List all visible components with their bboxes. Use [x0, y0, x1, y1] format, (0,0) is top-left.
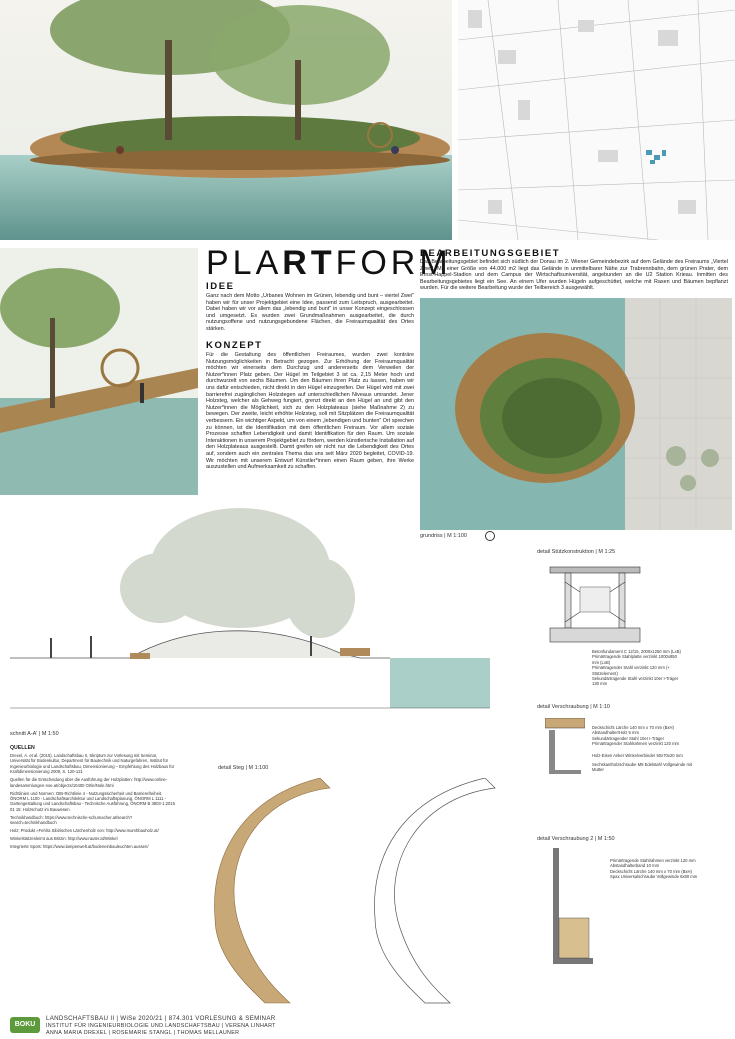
site-map-image — [458, 0, 735, 240]
verschraubung2-label: detail Verschraubung 2 | M 1:50 — [537, 836, 615, 842]
page-title — [206, 244, 452, 283]
source-item-5: Holz; Produkt »Fehlra Sibirisches Lärchenholz von: http://www.mumhbauholz.at/ — [10, 828, 159, 834]
verschraubung-note-5: Holz-Eisen Anker Winkelverbinder 50x70x20 mm — [592, 752, 683, 758]
stuetz-notes — [592, 649, 682, 687]
source-item-7: Integrierte Spots: https://www.lampenwelt.at/bodeneinbauleuchten.aussen/ — [10, 844, 149, 850]
verschraubung-note-4: Primärtragender Stahlrahmen verzinkt 120 mm — [592, 741, 680, 747]
footer-lecturers: ANNA MARIA DREXEL | ROSEMARIE STANGL | THOMAS MELLAUNER — [46, 1030, 240, 1036]
stuetz-note-4: Sekundärtragende Stahl verzinkt 10er I-Träger 130 mm — [592, 676, 679, 687]
platform-render-image — [0, 248, 198, 495]
title-part-2: RT — [282, 244, 336, 282]
title-part-3: FORM — [335, 244, 452, 282]
stuetz-note-1: Betonfundament C 12/15, 2000x1250 mm (LxB) — [592, 649, 681, 654]
schnitt-section-image — [10, 508, 520, 726]
verschraubung2-note-3: Deckschicht Lärche 140 mm x 70 mm (BxH) — [610, 868, 692, 874]
konzept-text: Für die Gestaltung des öffentlichen Freiraumes, wurden zwei konträre Nutzungsmöglichkeiten in Betracht gezogen. Zur Erhöhung der Freiraumqualität möchten wir einerseits dem Durchzug und andererseits dem Verweilen der Nutzer*innen Platz geben. Der Hügel im Teilgebiet 3 ist ca. 2,15 Meter hoch und durchwurzelt von sechs Bäumen. Um den Bäumen ihren Platz zu lassen, haben wir uns dafür entschieden, nicht direkt in den Hügel einzugreifen. Der Hügel wird mit zwei barrierefrei zugänglichen Holzstegen auf unterschiedlichen Niveaus umrandet. Jener Holzsteg, welcher als Gehweg fungiert, grenzt direkt an den Hügel an und gibt den Nutzer*innen die Möglichkeit, sich zu den Holzplateaus (siehe Maßnahme 2) zu bewegen. Der zweite, leicht erhöhte Holzsteg, soll mit Sitzplätzen die Freiraumqualität verbessern. Ein wichtiger Aspekt, um von einem „lebendigen und bunten" Ort sprechen zu können, ist die Identifikation mit dem öffentlichen Freiraum. Vor allem soziale Prozesse schaffen Lebendigkeit und damit Identifikation für den Raum. Um soziale Interaktionen in unserem Projektgebiet zu fördern, werden künstlerische Installation auf den Holzplateaus ausgestellt. Damit greifen wir nicht nur die Lebendigkeit des Ortes auf, sondern auch ein zentrales Thema das uns seit März 2020 begleitet, COVID-19. Wir möchten mit unserem Entwurf Künstler*innen einen Raum geben, ihre Werke auszustellen und Aufmerksamkeit zu schaffen. — [206, 352, 414, 471]
boku-logo-text: BOKU — [14, 1021, 36, 1028]
verschraubung2-note-4: Spax Universalschraube Vollgewinde 6x80 mm — [610, 874, 698, 880]
grundriss-plan-image — [420, 298, 732, 530]
verschraubung2-drawing — [548, 848, 598, 968]
boku-logo — [10, 1017, 40, 1033]
verschraubung-note-1: Deckschicht Lärche 140 mm x 70 mm (BxH) — [592, 725, 674, 730]
stuetz-note-2: Primärtragende Stahlplatte verzinkt 1000x850 mm (LxB) — [592, 654, 677, 665]
steg-outline-drawing — [365, 778, 515, 1006]
verschraubung-note-6: Sechskantholzschraube M8 Edelstahl Vollgewinde mit Mutter — [592, 762, 693, 773]
stuetz-drawing — [545, 562, 645, 647]
konzept-heading: KONZEPT — [206, 340, 263, 351]
bearbeitungsgebiet-heading: BEARBEITUNGSGEBIET — [420, 248, 561, 259]
source-item-1: Drexel, A. et al. (2015). Landschaftsbau II, Skriptum zur Vorlesung mit Seminar, Universität für Bodenkultur, Department für Bautechnik und Naturgefahren, Institut für Ingenieurbiologie und Landschaftsbau, Dimensionierung – Empfehlung des Holzbaus für Kraftdimensionierung 2009, S. 120-121 — [10, 753, 175, 775]
idee-text: Ganz nach dem Motto „Urbanes Wohnen im Grünen, lebendig und bunt – viertel Zwei" haben wir für unser Projektgebiet eine Idee, passend zum Leitspruch, ausgearbeitet. Dabei haben wir vor allem das „lebendig und bunt" in unser Konzept eingeschlossen und umgesetzt. Es wurden zwei Grundmaßnahmen ausgearbeitet, die durch nutzungsoffene und nutzungsgebundene Flächen, die Freiraumqualität des Ortes stärken. — [206, 293, 414, 332]
verschraubung-drawing — [545, 718, 585, 793]
source-item-6: Winkelstützenleimt aus Britzin: http://www.rauter.at/Winkel — [10, 836, 118, 842]
stuetz-note-3: Primärtragender Stahl verzinkt 120 mm (+ Stützelement) — [592, 665, 670, 676]
verschraubung-label: detail Verschraubung | M 1:10 — [537, 704, 610, 710]
hero-render-image — [0, 0, 452, 240]
steg-colored-drawing — [210, 778, 350, 1006]
verschraubung-note-2: Abstandhalter/Holz 5 mm — [592, 730, 640, 736]
stuetz-label: detail Stützkonstruktion | M 1:25 — [537, 549, 616, 555]
verschraubung-notes — [592, 725, 702, 773]
verschraubung2-notes — [610, 858, 705, 880]
footer-institute: INSTITUT FÜR INGENIEURBIOLOGIE UND LANDSCHAFTSBAU | VERENA LINHART — [46, 1023, 276, 1029]
grundriss-label: grundriss | M 1:100 — [420, 533, 467, 539]
footer-course: LANDSCHAFTSBAU II | WiSe 2020/21 | 874.301 VORLESUNG & SEMINAR — [46, 1015, 276, 1022]
steg-label: detail Steg | M 1:100 — [218, 765, 269, 771]
source-item-2: Quellen für die Entscheidung über die Ausführung der Holzplatten: http://www.online-landesammlungen-noe.at/objects/10400 Ortle/Nole.html — [10, 777, 168, 788]
source-item-3: Richtlinien und Normen: OIB-Richtlinie 4 - Nutzungssicherheit und Barrierefreiheit, ÖNORM L 1100 - Landschaftsarchitektur und Landschaftsplanung, ÖNORM L 1111 - Gartengestaltung und Landschaftsbau - Technische Ausführung, ÖNORM B 3803-1:2015 01 15: Holzschutz im Bauwesen — [10, 790, 175, 812]
bearbeitungsgebiet-text: Das Bearbeitungsgebiet befindet sich südlich der Donau im 2. Wiener Gemeindebezirk auf dem Gelände des Freiraums „Viertel Zwei". Mit einer Größe von 44.000 m2 liegt das Gelände in unmittelbarer Nähe zur Trabrennbahn, dem grünen Prater, dem Ernst-Happel-Stadion und dem Campus der Wirtschaftsuniversität, angebunden an die U2 Station Krieau. Inmitten des Bearbeitungsgebietes liegt ein See. An einem Ufer wurden Hügeln aufgeschüttet, welche mit Rasen und Bäumen bepflanzt wurden. Für die weitere Bearbeitung wurde der Teilbereich 3 ausgewählt. — [420, 259, 728, 292]
verschraubung2-note-1: Primärtragende Stahlrahmen verzinkt 120 mm — [610, 858, 696, 863]
verschraubung2-note-2: Abstandhalterband 10 mm — [610, 863, 660, 869]
verschraubung-note-3: Sekundärtragender Stahl 10er I-Träger — [592, 735, 665, 741]
idee-heading: IDEE — [206, 281, 235, 292]
source-item-4: Technikhandbuch: https://www.technische-schumacher.at/search?search=technikhandbuch — [10, 814, 133, 826]
schnitt-label: schnitt A-A' | M 1:50 — [10, 731, 59, 737]
sources-heading: QUELLEN — [10, 745, 35, 751]
sources-list — [10, 753, 175, 852]
title-part-1: PLA — [206, 244, 283, 282]
